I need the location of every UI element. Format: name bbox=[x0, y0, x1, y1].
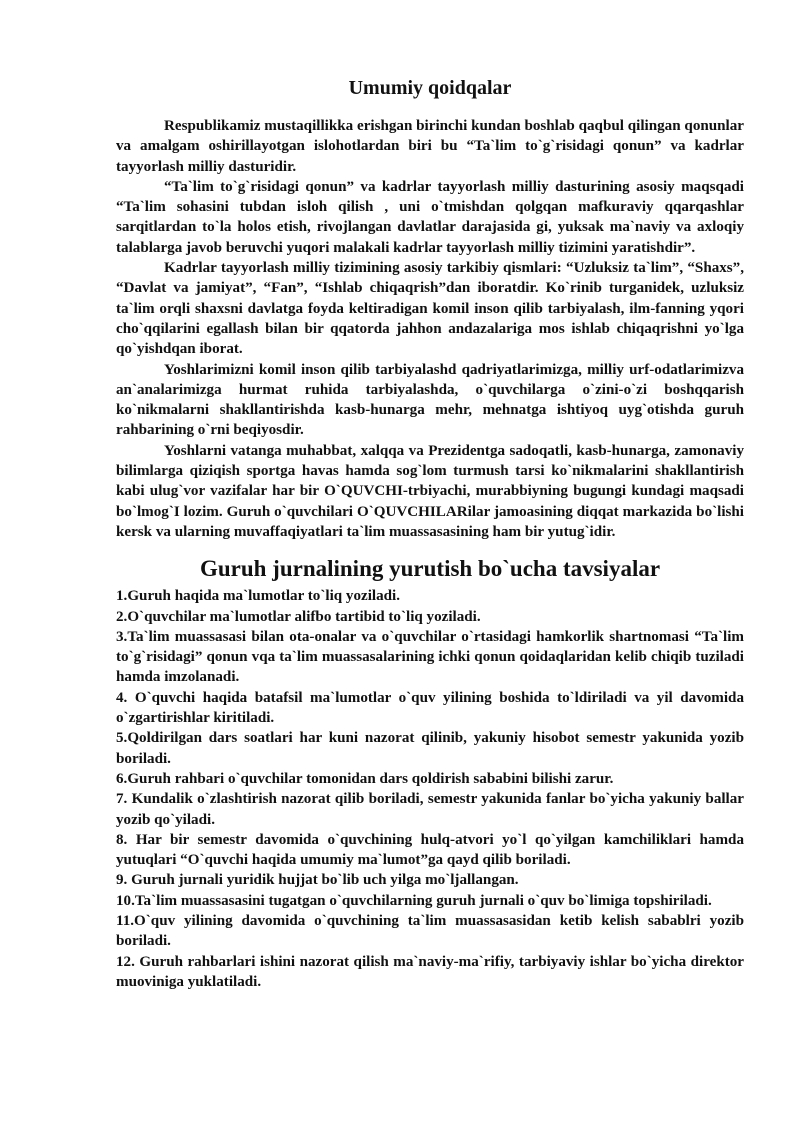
list-item: 3.Ta`lim muassasasi bilan ota-onalar va o`quvchilar o`rtasidagi hamkorlik shartnomasi “Ta`lim to`g`risidagi” qonun vqa ta`lim muassasalarining ichki qonun qoidaqlaridan kelib chiqib tuziladi hamda imzolanadi. bbox=[116, 628, 744, 686]
list-item: 6.Guruh rahbari o`quvchilar tomonidan dars qoldirish sababini bilishi zarur. bbox=[116, 770, 614, 787]
list-item: 1.Guruh haqida ma`lumotlar to`liq yoziladi. bbox=[116, 588, 401, 605]
list-item: 5.Qoldirilgan dars soatlari har kuni nazorat qilinib, yakuniy hisobot semestr yakunida yozib boriladi. bbox=[116, 730, 744, 767]
list-item: 9. Guruh jurnali yuridik hujjat bo`lib uch yilga mo`ljallangan. bbox=[116, 872, 519, 889]
list-item: 4. O`quvchi haqida batafsil ma`lumotlar o`quv yilining boshida to`ldiriladi va yil davomida o`zgartirishlar kiritiladi. bbox=[116, 689, 744, 727]
list-item: 11.O`quv yilining davomida o`quvchining ta`lim muassasasidan ketib kelish sabablri yozib boriladi. bbox=[116, 912, 744, 950]
list-item: 12. Guruh rahbarlari ishini nazorat qilish ma`naviy-ma`rifiy, tarbiyaviy ishlar bo`yicha direktor muoviniga yuklatiladi. bbox=[116, 953, 744, 990]
paragraph-4: Yoshlarimizni komil inson qilib tarbiyalashd qadriyatlarimizga, milliy urf-odatlarimizva an`analarimizga hurmat ruhida tarbiyalashda, o`quvchilarga o`zini-o`zi boshqqarish ko`nikmalarni shakllantirishda kasb-hunarga mehr, mehnatga ishtiyoq uyg`otishda guruh rahbarining o`rni beqiyosdir. bbox=[116, 361, 744, 439]
list-item: 10.Ta`lim muassasasini tugatgan o`quvchilarning guruh jurnali o`quv bo`limiga topshiriladi. bbox=[116, 892, 712, 909]
paragraph-5: Yoshlarni vatanga muhabbat, xalqqa va Prezidentga sadoqatli, kasb-hunarga, zamonaviy bilimlarga qiziqish sportga havas hamda sog`lom turmush tarsi ko`nikmalarini shakllantirish kabi ulug`vor vazifalar har bir O`QUVCHI-trbiyachi, murabbiyning bugungi kundagi maqsadi bo`lmog`I lozim. Guruh o`quvchilari O`QUVCHILARilar jamoasining diqqat markazida bo`lishi kersk va ularning muvaffaqiyatlari ta`lim muassasasining ham bir yutug`idir. bbox=[116, 442, 744, 540]
paragraph-2: “Ta`lim to`g`risidagi qonun” va kadrlar tayyorlash milliy dasturining asosiy maqsqadi “Ta`lim sohasini tubdan isloh qilish , uni o`tmishdan qolgqan mafkuraviy qqarqashlar sarqitlardan to`la holos etish, rivojlangan davlatlar darajasida gi, yuksak ma`naviy va axloqiy talablarga javob beruvchi yuqori malakali kadrlar tayyorlash milliy tizimini yaratishdir”. bbox=[116, 178, 744, 256]
page-title: Umumiy qoidqalar bbox=[348, 77, 512, 99]
list-item: 7. Kundalik o`zlashtirish nazorat qilib boriladi, semestr yakunida fanlar bo`yicha yakuniy ballar yozib qo`yiladi. bbox=[116, 791, 744, 828]
paragraph-1: Respublikamiz mustaqillikka erishgan birinchi kundan boshlab qaqbul qilingan qonunlar va amalgam oshirillayotgan islohotlardan biri bu “Ta`lim to`g`risidagi qonun” va kadrlar tayyorlash milliy dasturidir. bbox=[116, 118, 744, 175]
list-item: 2.O`quvchilar ma`lumotlar alifbo tartibid to`liq yoziladi. bbox=[116, 608, 481, 625]
paragraph-3: Kadrlar tayyorlash milliy tizimining asosiy tarkibiy qismlari: “Uzluksiz ta`lim”, “Shaxs”, “Davlat va jamiyat”, “Fan”, “Ishlab chiqaqrish”dan iboratdir. Ko`rinib turganidek, uzluksiz ta`lim orqli shaxsni davlatga foyda keltiradigan komil inson qilib tarbiyalash, ilm-fanning yqori cho`qqilarini egallash bilan bir qqatorda jahhon andazalariga mos ishlab chiqaqrishni yo`lga qo`yishdqan iborat. bbox=[116, 260, 744, 358]
section-title: Guruh jurnalining yurutish bo`ucha tavsiyalar bbox=[199, 556, 661, 582]
list-item: 8. Har bir semestr davomida o`quvchining hulq-atvori yo`l qo`yilgan kamchiliklari hamda yutuqlari “O`quvchi haqida umumiy ma`lumot”ga qayd qilib boriladi. bbox=[116, 831, 744, 869]
